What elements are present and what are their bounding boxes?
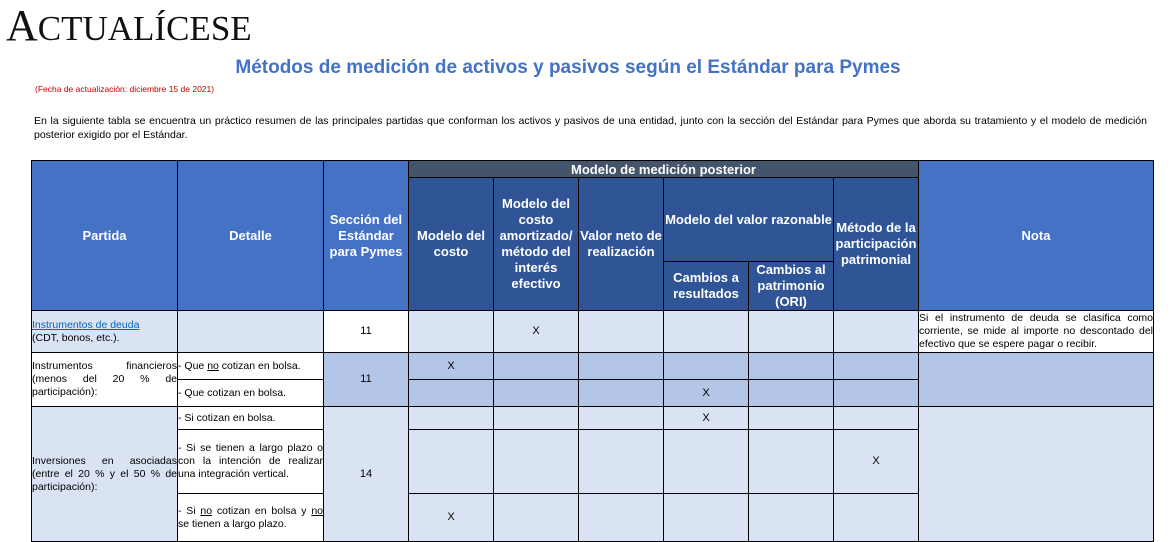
measurement-table: [31, 160, 1154, 542]
detalle-cell: [178, 311, 324, 353]
mark-costo: X: [409, 494, 494, 542]
intro-paragraph: En la siguiente tabla se encuentra un práctico resumen de las principales partidas que conforman los activos y pasivos de una entidad, junto con la sección del Estándar para Pymes que aborda su tratamiento y el modelo de medición posterior exigido por el Estándar.: [34, 115, 1147, 141]
instrumentos-deuda-link[interactable]: Instrumentos de deuda: [32, 318, 140, 331]
actualicese-logo: ACTUALÍCESE: [6, 1, 252, 50]
nota-cell: [919, 353, 1154, 407]
mark-cambios-resultados: X: [664, 380, 749, 407]
mark-costo-amortizado: X: [494, 311, 579, 353]
header-detalle: Detalle: [178, 161, 324, 311]
header-cambios-resultados: Cambios a resultados: [664, 262, 749, 311]
mark-participacion: X: [834, 430, 919, 494]
nota-cell: Si el instrumento de deuda se clasifica como corriente, se mide al importe no descontado del efectivo que se espere pagar o recibir.: [919, 311, 1154, 353]
seccion-cell: 11: [324, 311, 409, 353]
table-row: [32, 353, 1154, 380]
partida-cell: Instrumentos financieros (menos del 20 % de participación):: [32, 353, 178, 407]
partida-cell: Instrumentos de deuda (CDT, bonos, etc.).: [32, 311, 178, 353]
update-date: (Fecha de actualización: diciembre 15 de 2021): [35, 84, 215, 94]
header-modelo-medicion: Modelo de medición posterior: [409, 161, 919, 178]
detalle-cell: - Si no cotizan en bolsa y no se tienen a largo plazo.: [178, 494, 324, 542]
header-cambios-patrimonio: Cambios al patrimonio (ORI): [749, 262, 834, 311]
mark-costo: X: [409, 353, 494, 380]
header-nota: Nota: [919, 161, 1154, 311]
seccion-cell: 14: [324, 407, 409, 542]
detalle-cell: - Si se tienen a largo plazo o con la intención de realizar una integración vertical.: [178, 430, 324, 494]
detalle-cell: - Si cotizan en bolsa.: [178, 407, 324, 430]
header-costo: Modelo del costo: [409, 178, 494, 311]
nota-cell: [919, 407, 1154, 542]
header-valor-razonable: Modelo del valor razonable: [664, 178, 834, 262]
page-title: Métodos de medición de activos y pasivos según el Estándar para Pymes: [235, 57, 901, 78]
detalle-cell: - Que cotizan en bolsa.: [178, 380, 324, 407]
detalle-cell: - Que no cotizan en bolsa.: [178, 353, 324, 380]
header-seccion: Sección del Estándar para Pymes: [324, 161, 409, 311]
mark-cambios-resultados: X: [664, 407, 749, 430]
seccion-cell: 11: [324, 353, 409, 407]
header-participacion: Método de la participación patrimonial: [834, 178, 919, 311]
header-valor-neto: Valor neto de realización: [579, 178, 664, 311]
table-row: [32, 311, 1154, 353]
table-row: [32, 407, 1154, 430]
header-partida: Partida: [32, 161, 178, 311]
partida-cell: Inversiones en asociadas (entre el 20 % y el 50 % de participación):: [32, 407, 178, 542]
header-costo-amortizado: Modelo del costo amortizado/ método del interés efectivo: [494, 178, 579, 311]
